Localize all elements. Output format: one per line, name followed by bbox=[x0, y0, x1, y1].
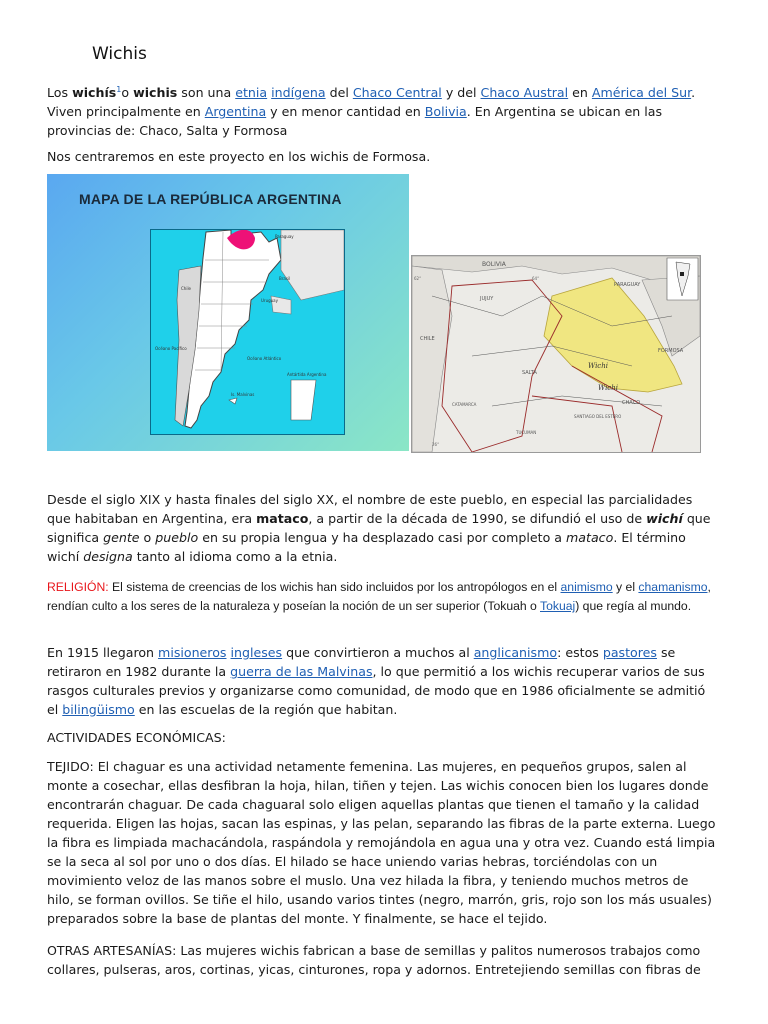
section-label-religion: RELIGIÓN: bbox=[47, 580, 109, 594]
map-label: TUCUMAN bbox=[516, 430, 537, 435]
text: En 1915 llegaron bbox=[47, 645, 159, 660]
text: en las escuelas de la región que habitan. bbox=[134, 702, 398, 717]
link-chaco-austral[interactable]: Chaco Austral bbox=[480, 85, 569, 101]
history-paragraph bbox=[47, 490, 719, 566]
religion-paragraph bbox=[47, 578, 719, 616]
tejido-paragraph: TEJIDO: El chaguar es una actividad netamente femenina. Las mujeres, en pequeños grupos, salen al monte a cosechar, ellas desfibran la hoja, hilan, tiñen y tejen. Las wichis conocen bien los lugares donde encontrarán chaguar. De cada chaguaral solo eligen aquellas plantas que tienen el tamaño y la calidad requerida. Eligen las hojas, sacan las espinas, y las pelan, separando las fibras de la parte externa. Luego la fibra es limpiada machacándola, raspándola y remojándola en agua una y otra vez. Cuando está limpia se la seca al sol por uno o dos días. El hilado se hace uniendo varias hebras, torciéndolas con un movimiento veloz de las manos sobre el muslo. Una vez hilada la fibra, y teniendo muchos metros de hilo, se forman ovillos. Se tiñe el hilo, usando varios tintes (negro, marrón, gris, rojo son los más usuales) preparados sobre la base de plantas del monte. Y finalmente, se hace el tejido. bbox=[47, 759, 716, 926]
map-label: Is. Malvinas bbox=[231, 392, 255, 397]
link-bilinguismo[interactable]: bilingüismo bbox=[62, 702, 135, 717]
link-etnia[interactable]: etnia bbox=[235, 85, 268, 101]
map-label: CATAMARCA bbox=[452, 402, 477, 407]
text: que significa bbox=[47, 511, 711, 545]
map-frame bbox=[150, 229, 345, 435]
map-label: Antártida Argentina bbox=[287, 372, 327, 377]
artesanias-paragraph: OTRAS ARTESANÍAS: Las mujeres wichis fabrican a base de semillas y palitos numerosos trabajos como collares, pulseras, aros, cortinas, yicas, cinturones, ropa y adornos. Entretejiendo semillas con fibras de bbox=[47, 943, 701, 977]
text: Los bbox=[47, 85, 73, 101]
wichi-region-map-image bbox=[411, 255, 701, 453]
bold-italic-term: wichí bbox=[646, 511, 683, 526]
text: se retiraron en 1982 durante la bbox=[47, 645, 676, 679]
link-tokuaj[interactable]: Tokuaj bbox=[540, 599, 576, 613]
text: , rendían culto a los seres de la naturaleza y poseían la noción de un ser superior (Tokuah o bbox=[47, 580, 711, 613]
text: El sistema de creencias de los wichis han sido incluidos por los antropólogos en el bbox=[108, 580, 561, 594]
text: y del bbox=[441, 85, 481, 101]
map-label: Chile bbox=[181, 286, 192, 291]
text: en su propia lengua y ha desplazado casi por completo a bbox=[198, 530, 567, 545]
link-misioneros[interactable]: misioneros bbox=[158, 645, 227, 660]
text: . El término wichí bbox=[47, 530, 686, 564]
italic-term: designa bbox=[83, 549, 133, 564]
map-label: SANTIAGO DEL ESTERO bbox=[574, 414, 622, 419]
link-ingleses[interactable]: ingleses bbox=[230, 645, 283, 660]
map-label: FORMOSA bbox=[658, 348, 684, 354]
footnote-ref[interactable]: 1 bbox=[116, 85, 122, 94]
link-anglicanismo[interactable]: anglicanismo bbox=[473, 645, 558, 660]
map-tick: 62° bbox=[414, 276, 422, 281]
map-label: CHILE bbox=[420, 336, 435, 342]
map-label: Paraguay bbox=[275, 234, 294, 239]
map-label: PARAGUAY bbox=[614, 282, 641, 288]
text: en bbox=[568, 85, 592, 101]
text: o bbox=[139, 530, 156, 545]
map-label-wichi: Wichi bbox=[598, 384, 618, 392]
map-label: BOLIVIA bbox=[482, 261, 506, 268]
text: son una bbox=[177, 85, 236, 101]
map-label-wichi: Wichi bbox=[588, 362, 608, 370]
map-label: SALTA bbox=[522, 370, 537, 376]
argentina-outline-svg bbox=[151, 230, 344, 434]
text: del bbox=[325, 85, 353, 101]
map-title: MAPA DE LA REPÚBLICA ARGENTINA bbox=[79, 191, 342, 207]
bold-term: wichis bbox=[133, 85, 178, 101]
link-pastores[interactable]: pastores bbox=[602, 645, 657, 660]
map-label: CHACO bbox=[622, 400, 641, 406]
missions-paragraph bbox=[47, 643, 719, 719]
page-title: Wichis bbox=[92, 44, 147, 64]
text: tanto al idioma como a la etnia. bbox=[132, 549, 338, 564]
map-label: JUJUY bbox=[480, 296, 494, 302]
link-animismo[interactable]: animismo bbox=[560, 580, 613, 594]
link-chaco-central[interactable]: Chaco Central bbox=[352, 85, 442, 101]
text: . Viven principalmente en bbox=[47, 85, 696, 120]
text: y el bbox=[612, 580, 639, 594]
text: , lo que permitió a los wichis recuperar varios de sus rasgos culturales previos y organizarse como comunidad, de modo que en 1986 oficialmente se admitió el bbox=[47, 664, 706, 717]
map-label: Océano Atlántico bbox=[247, 356, 282, 361]
text: o bbox=[121, 85, 134, 101]
bold-term: mataco bbox=[256, 511, 309, 526]
text: Desde el siglo XIX y hasta finales del siglo XX, el nombre de este pueblo, en especial las parcialidades que habitaban en Argentina, era bbox=[47, 492, 693, 526]
italic-term: gente bbox=[103, 530, 140, 545]
intro-paragraph bbox=[47, 80, 719, 140]
map-tick: 64° bbox=[532, 276, 540, 281]
link-guerra-malvinas[interactable]: guerra de las Malvinas bbox=[230, 664, 373, 679]
region-map-svg bbox=[412, 256, 700, 452]
link-indigena[interactable]: indígena bbox=[271, 85, 326, 101]
text: y en menor cantidad en bbox=[266, 104, 425, 120]
map-label: Uruguay bbox=[261, 298, 278, 303]
link-bolivia[interactable]: Bolivia bbox=[424, 104, 467, 120]
map-label: Brasil bbox=[279, 276, 291, 281]
text: , a partir de la década de 1990, se difundió el uso de bbox=[308, 511, 647, 526]
map-tick: 26° bbox=[432, 442, 440, 447]
activities-heading: ACTIVIDADES ECONÓMICAS: bbox=[47, 730, 226, 745]
focus-paragraph: Nos centraremos en este proyecto en los wichis de Formosa. bbox=[47, 149, 431, 164]
text: que convirtieron a muchos al bbox=[282, 645, 474, 660]
link-chamanismo[interactable]: chamanismo bbox=[638, 580, 708, 594]
italic-term: mataco bbox=[566, 530, 614, 545]
text: . En Argentina se ubican en las provincias de: Chaco, Salta y Formosa bbox=[47, 104, 663, 139]
argentina-map-image bbox=[47, 174, 409, 451]
bold-term: wichís bbox=[72, 85, 117, 101]
italic-term: pueblo bbox=[155, 530, 199, 545]
text: : estos bbox=[557, 645, 603, 660]
link-argentina[interactable]: Argentina bbox=[204, 104, 267, 120]
link-america-del-sur[interactable]: América del Sur bbox=[591, 85, 692, 101]
text: ) que regía al mundo. bbox=[575, 599, 692, 613]
map-label: Océano Pacífico bbox=[155, 346, 187, 351]
